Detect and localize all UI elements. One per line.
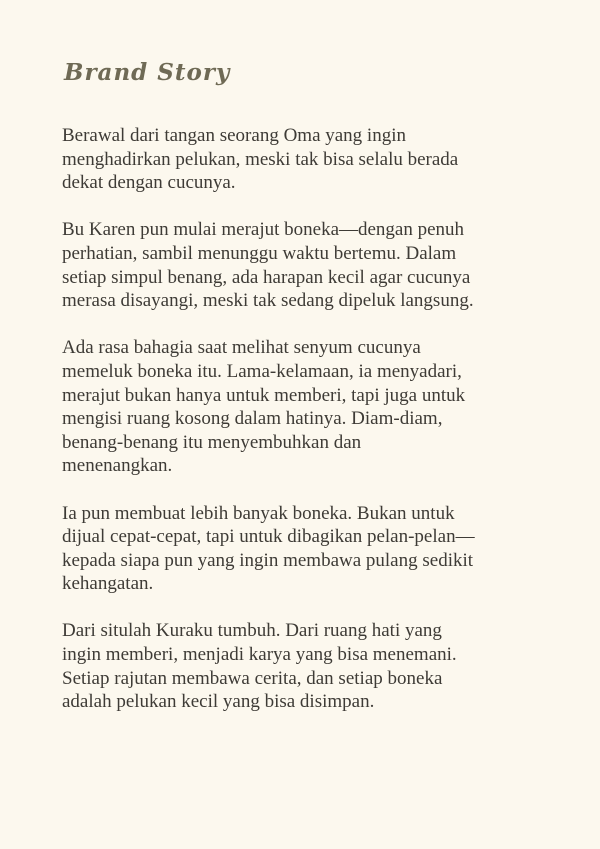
text-line: setiap simpul benang, ada harapan kecil agar cucunya <box>62 266 471 288</box>
text-line: dekat dengan cucunya. <box>62 172 236 194</box>
text-line: merajut bukan hanya untuk memberi, tapi juga untuk <box>62 384 466 406</box>
text-line: benang-benang itu menyembuhkan dan <box>62 431 362 453</box>
text-line: Dari situlah Kuraku tumbuh. Dari ruang hati yang <box>62 620 442 642</box>
text-line: Setiap rajutan membawa cerita, dan setiap boneka <box>62 667 443 689</box>
text-line: Bu Karen pun mulai merajut boneka—dengan penuh <box>62 219 465 241</box>
story-paragraph <box>62 218 542 312</box>
text-line: kehangatan. <box>62 573 154 595</box>
story-paragraph <box>62 619 542 713</box>
text-line: ingin memberi, menjadi karya yang bisa menemani. <box>62 644 457 666</box>
text-line: Ia pun membuat lebih banyak boneka. Bukan untuk <box>62 502 455 524</box>
text-line: Ada rasa bahagia saat melihat senyum cucunya <box>62 337 421 359</box>
story-paragraph <box>62 502 542 596</box>
text-line: Berawal dari tangan seorang Oma yang ingin <box>62 125 406 146</box>
text-line: mengisi ruang kosong dalam hatinya. Diam-diam, <box>62 408 443 430</box>
text-line: memeluk boneka itu. Lama-kelamaan, ia menyadari, <box>62 360 462 382</box>
text-line: dijual cepat-cepat, tapi untuk dibagikan pelan-pelan— <box>62 526 475 548</box>
text-line: perhatian, sambil menunggu waktu bertemu. Dalam <box>62 242 457 264</box>
story-paragraph <box>62 336 542 478</box>
text-line: kepada siapa pun yang ingin membawa pulang sedikit <box>62 549 474 571</box>
story-body <box>62 124 542 737</box>
page-title: Brand Story <box>64 59 231 86</box>
text-line: merasa disayangi, meski tak sedang dipeluk langsung. <box>62 290 474 312</box>
text-line: menghadirkan pelukan, meski tak bisa selalu berada <box>62 148 459 170</box>
text-line: adalah pelukan kecil yang bisa disimpan. <box>62 691 375 713</box>
story-paragraph <box>62 124 542 195</box>
text-line: menenangkan. <box>62 455 173 477</box>
